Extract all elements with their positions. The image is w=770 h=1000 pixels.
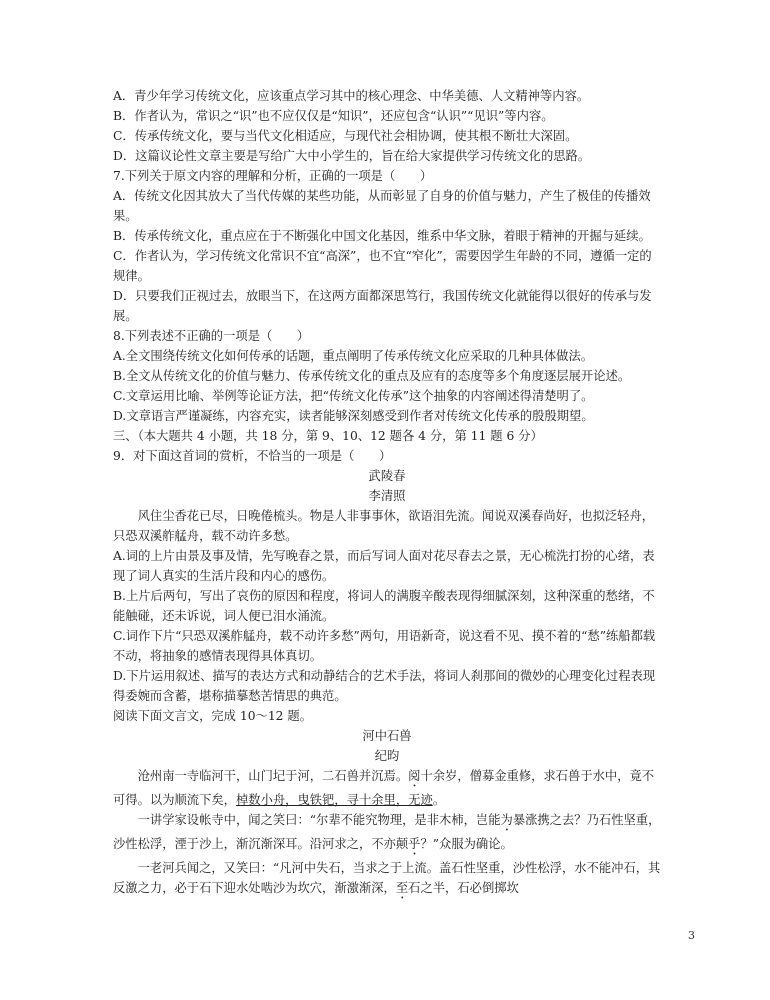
text-span: 一讲学家设帐寺中，闻之笑曰：“尔辈不能究物理，是非木柿，岂能 (137, 813, 501, 827)
classical-paragraph-2 (113, 810, 661, 858)
text-span: ？”众服为确论。 (420, 837, 513, 851)
page-number: 3 (688, 929, 695, 942)
classical-text-title: 河中石兽 (362, 729, 412, 743)
text-span: 一老河兵闻之，又笑曰：“凡河中失石，当求之于上流。盖石性坚重，沙性松浮，水不能冲石，其反激之力，必于石下迎水处啮沙为坎穴，渐激渐深， (113, 861, 661, 895)
q6-option-d: D．这篇议论性文章主要是写给广大中小学生的，旨在给大家提供学习传统文化的思路。 (113, 149, 591, 163)
q9-option-d: D.下片运用叙述、描写的表达方式和动静结合的艺术手法，将词人刹那间的微妙的心理变化过程表现得委婉而含蓄，堪称描摹愁苦情思的典范。 (113, 669, 656, 703)
dotted-word: 至 (395, 881, 409, 895)
q6-option-c: C．传承传统文化，要与当代文化相适应，与现代社会相协调，使其根不断壮大深固。 (113, 129, 578, 143)
document-page (113, 86, 661, 902)
text-span: 。 (432, 793, 446, 807)
q8-option-d: D.文章语言严谨凝练，内容充实，读者能够深刻感受到作者对传统文化传承的殷殷期望。 (113, 409, 594, 423)
q6-option-a: A．青少年学习传统文化，应该重点学习其中的核心理念、中华美德、人文精神等内容。 (113, 89, 590, 103)
poem-author: 李清照 (368, 489, 406, 503)
q8-option-b: B.全文从传统文化的价值与魅力、传承传统文化的重点及应有的态度等多个角度逐层展开论述。 (113, 369, 631, 383)
classical-paragraph-3 (113, 858, 661, 902)
q7-option-a: A．传统文化因其放大了当代传媒的某些功能，从而彰显了自身的价值与魅力，产生了极佳的传播效果。 (113, 189, 651, 223)
underlined-sentence: 棹数小舟，曳铁钯，寻十余里，无迹 (235, 793, 433, 807)
section-3-heading: 三、（本大题共 4 小题，共 18 分，第 9、10、12 题各 4 分，第 11 题 6 分） (113, 429, 543, 443)
text-span: 十余岁，僧募金重修，求石兽于水中，竟不可得。以为顺流下矣， (113, 769, 655, 807)
classical-paragraph-1 (113, 766, 661, 810)
q8-option-c: C.文章运用比喻、举例等论证方法，把“传统文化传承”这个抽象的内容阐述得清楚明了。 (113, 389, 594, 403)
question-9: 9．对下面这首词的赏析，不恰当的一项是（ ） (113, 449, 392, 463)
classical-text-author: 纪昀 (374, 749, 400, 763)
dotted-word: 乎 (408, 837, 421, 851)
q9-option-a: A.词的上片由景及事及情，先写晚春之景，而后写词人面对花尽春去之景，无心梳洗打扮的心绪，表现了词人真实的生活片段和内心的感伤。 (113, 549, 655, 583)
q9-option-b: B.上片后两句，写出了哀伤的原因和程度，将词人的满腹辛酸表现得细腻深刻，这种深重的愁绪，不能触碰，还未诉说，词人便已泪水涌流。 (113, 589, 655, 623)
reading-instruction: 阅读下面文言文，完成 10～12 题。 (113, 709, 312, 723)
q8-option-a: A.全文围绕传统文化如何传承的话题，重点阐明了传承传统文化应采取的几种具体做法。 (113, 349, 594, 363)
q9-option-c: C.词作下片“只恐双溪舴艋舟，载不动许多愁”两句，用语新奇，说这看不见、摸不着的“愁”练船都载不动，将抽象的感情表现得具体真切。 (113, 629, 656, 663)
question-7: 7.下列关于原文内容的理解和分析，正确的一项是（ ） (113, 169, 433, 183)
text-span: 石之半，石必倒掷坎 (408, 881, 519, 895)
text-span: 沧州南一寺临河干，山门圮于河，二石兽并沉焉。 (137, 769, 409, 783)
q6-option-b: B．作者认为，常识之“识”也不应仅仅是“知识”，还应包含“认识”“见识”等内容。 (113, 109, 554, 123)
poem-title: 武陵春 (368, 469, 406, 483)
dotted-word: 为 (500, 813, 513, 827)
poem-text: 风住尘香花已尽，日晚倦梳头。物是人非事事休，欲语泪先流。闻说双溪春尚好，也拟泛轻舟，只恐双溪舴艋舟，载不动许多愁。 (113, 509, 655, 543)
text-span: 暴涨携之去？乃石性坚重，沙性松浮，湮于沙上，渐沉渐深耳。沿河求之，不亦颠 (113, 813, 661, 851)
q7-option-d: D．只要我们正视过去，放眼当下，在这两方面都深思笃行，我国传统文化就能得以很好的传承与发展。 (113, 289, 652, 323)
q7-option-b: B．传承传统文化，重点应在于不断强化中国文化基因，维系中华文脉，着眼于精神的开掘与延续。 (113, 229, 651, 243)
dotted-word: 阅 (408, 769, 421, 783)
question-8: 8.下列表述不正确的一项是（ ） (113, 329, 310, 343)
q7-option-c: C．作者认为，学习传统文化常识不宜“高深”，也不宜“窄化”，需要因学生年龄的不同，遵循一定的规律。 (113, 249, 652, 283)
